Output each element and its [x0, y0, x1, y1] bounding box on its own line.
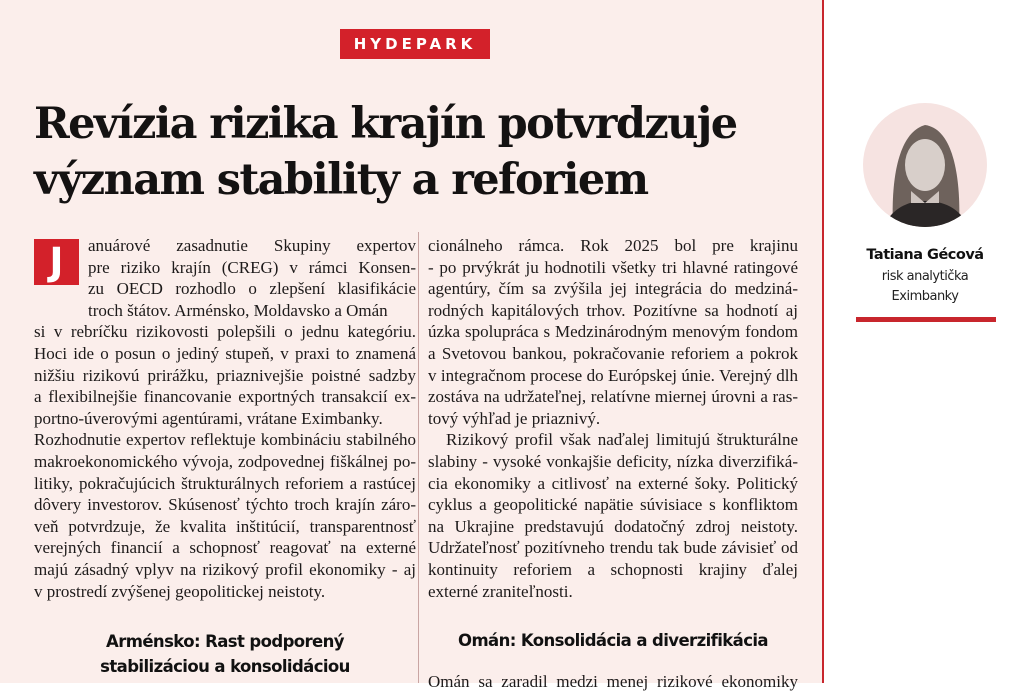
text-line: úzka spolupráca s Medzinárodným menovým fondom [428, 322, 798, 342]
text-line: litiky, pokračujúcich štrukturálnych reforiem a rastúcej [34, 473, 416, 493]
text-line: troch štátov. Arménsko, Moldavsko a Omán [88, 300, 388, 320]
section-tag: HYDEPARK [340, 29, 490, 59]
author-name: Tatiana Gécová [866, 247, 984, 263]
text-line: - po prvýkrát ju hodnotili všetky tri hlavné ratingové [428, 257, 798, 277]
text-line: dôvery investorov. Skúsenosť týchto troch krajín záro- [34, 495, 416, 515]
text-line: v integračnom procese do Európskej únie. Verejný dlh [428, 365, 798, 385]
drop-cap: J [34, 239, 79, 285]
text-line: pre riziko krajín (CREG) v rámci Konsen- [88, 257, 416, 277]
text-line: tový výhľad je priaznivý. [428, 408, 601, 428]
text-line: Rozhodnutie expertov reflektuje kombináciu stabilného [34, 430, 416, 450]
headline-line: význam stability a reforiem [34, 155, 648, 205]
text-line: portno-úverovými agentúrami, vrátane Eximbanky. [34, 408, 383, 428]
right-column [428, 235, 798, 693]
text-line: Hoci ide o posun o jediný stupeň, v praxi to znamená [34, 343, 416, 363]
text-line: rodných kapitálových trhov. Pozitívne sa hodnotí aj [428, 300, 798, 320]
left-column [34, 235, 416, 679]
author-photo [863, 103, 987, 227]
column-divider [418, 232, 419, 683]
subheading: Omán: Konsolidácia a diverzifikácia [458, 631, 768, 651]
text-line: v prostredí zvýšenej geopolitickej neistoty. [34, 581, 326, 601]
text-line: si v rebríčku rizikovosti polepšili o jednu kategóriu. [34, 322, 416, 342]
text-line: zu OECD rozhodlo o zlepšení klasifikácie [88, 279, 416, 299]
author-underline [856, 317, 996, 322]
author-organization: Eximbanky [891, 289, 959, 304]
subheading: Arménsko: Rast podporený [106, 632, 344, 652]
text-line: kontinuity reforiem a schopnosti krajiny ďalej [428, 559, 798, 579]
headline-line: Revízia rizika krajín potvrdzuje [34, 99, 737, 149]
text-line: a Svetovou bankou, pokračovanie reforiem a pokrok [428, 343, 798, 363]
text-line: Omán sa zaradil medzi menej rizikové ekonomiky [428, 672, 798, 692]
text-line: agentúry, čím sa zvýšila jej integrácia do medziná- [428, 279, 798, 299]
headline [34, 96, 814, 208]
text-line: majú zásadný vplyv na rizikový profil ekonomiky - aj [34, 559, 416, 579]
text-line: a flexibilnejšie financovanie exportných transakcií ex- [34, 387, 416, 407]
text-line: veň potvrdzuje, že kvalita inštitúcií, transparentnosť [34, 516, 416, 536]
text-line: externé zraniteľnosti. [428, 581, 573, 601]
text-line: verejných financií a schopnosť reagovať na externé [34, 538, 416, 558]
text-line: zostáva na udržateľnej, relatívne miernej úrovni a ras- [428, 387, 798, 407]
text-line: cyklus a geopolitické napätie súvisiace s konfliktom [428, 495, 798, 515]
text-line: slabiny - vysoké vonkajšie deficity, nízka diverzifiká- [428, 451, 798, 471]
text-line: nižšiu rizikovú prirážku, priaznivejšie poistné sadzby [34, 365, 416, 385]
text-line: cionálneho rámca. Rok 2025 bol pre krajinu [428, 236, 798, 255]
text-line: Rizikový profil však naďalej limitujú štrukturálne [446, 430, 798, 450]
author-role: risk analytička [881, 269, 969, 284]
text-line: anuárové zasadnutie Skupiny expertov [88, 236, 416, 255]
text-line: Udržateľnosť pozitívneho trendu tak bude závisieť od [428, 538, 798, 558]
text-line: cia ekonomiky a citlivosť na externé šoky. Politický [428, 473, 798, 493]
sidebar-divider [822, 0, 824, 683]
subheading: stabilizáciou a konsolidáciou [100, 657, 350, 677]
text-line: na Ukrajine predstavujú dodatočný zdroj neistoty. [428, 516, 798, 536]
text-line: makroekonomického vývoja, zodpovednej fiškálnej po- [34, 451, 416, 471]
